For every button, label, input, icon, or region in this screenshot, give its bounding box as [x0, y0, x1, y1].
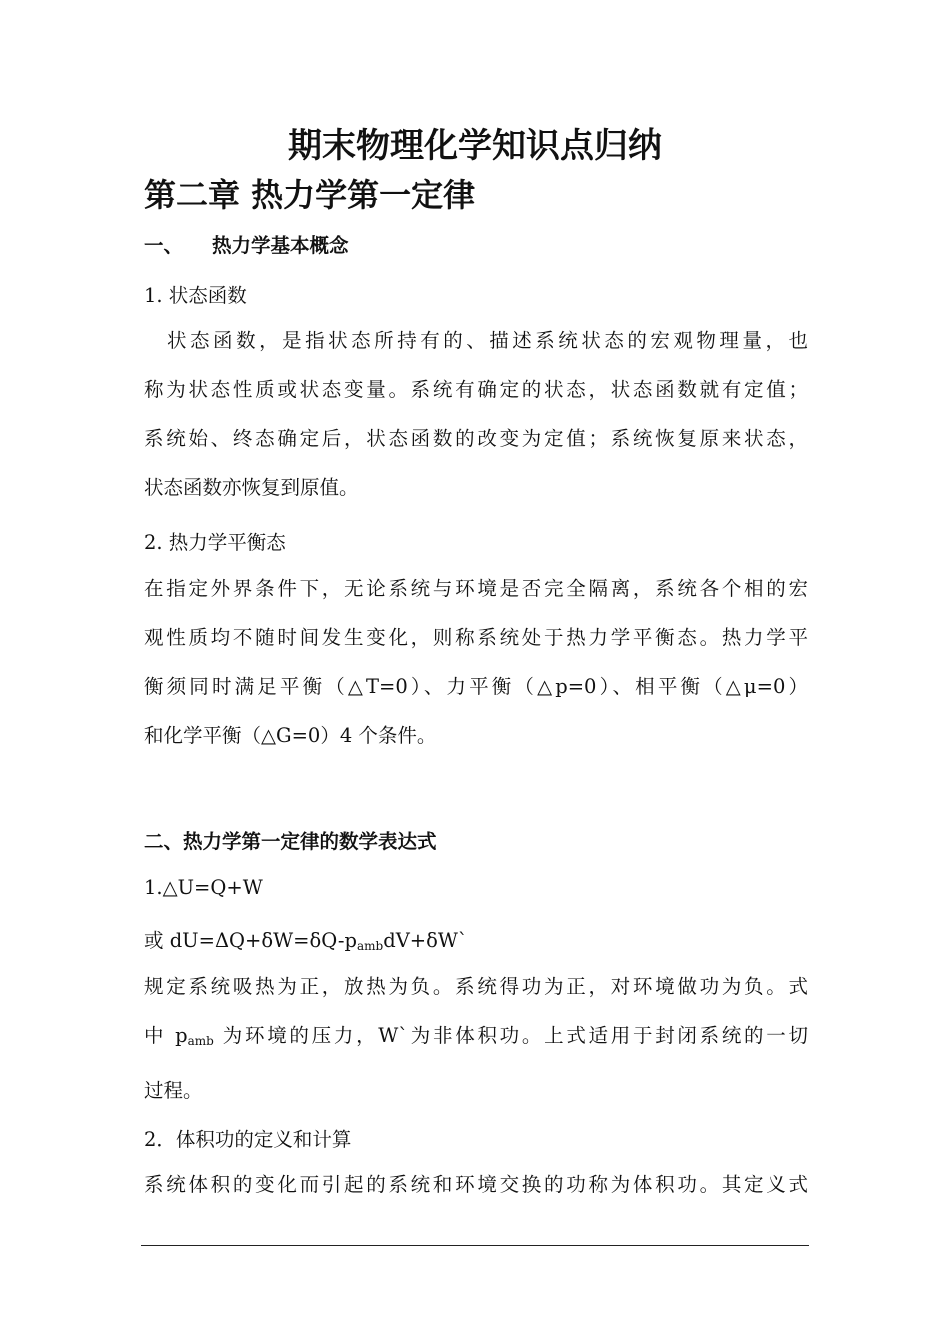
section-title: 热力学基本概念 [212, 234, 349, 257]
section-number: 一、 [144, 234, 184, 257]
paragraph-line: 衡须同时满足平衡（△T=0）、力平衡（△p=0）、相平衡（△μ=0） [144, 675, 808, 698]
document-title: 期末物理化学知识点归纳 [288, 126, 662, 166]
paragraph-line: 称为状态性质或状态变量。系统有确定的状态，状态函数就有定值； [144, 378, 808, 401]
paragraph-line: 在指定外界条件下，无论系统与环境是否完全隔离，系统各个相的宏 [144, 577, 808, 600]
equation-subscript: amb [357, 939, 384, 953]
section-heading-1 [144, 230, 349, 258]
paragraph-volume-work [144, 1160, 808, 1209]
paragraph-equilibrium [144, 564, 808, 760]
subsection-heading-state-function: 1. 状态函数 [144, 284, 247, 307]
paragraph-line: 状态函数，是指状态所持有的、描述系统状态的宏观物理量，也 [144, 329, 808, 352]
paragraph-line [144, 1011, 808, 1066]
chapter-title: 第二章 热力学第一定律 [144, 176, 476, 214]
paragraph-line: 规定系统吸热为正，放热为负。系统得功为正，对环境做功为负。式 [144, 975, 808, 998]
equation-part: 或 dU=ΔQ+δW=δQ-p [144, 929, 357, 952]
paragraph-line: 和化学平衡（△G=0）4 个条件。 [144, 724, 437, 747]
paragraph-line: 过程。 [144, 1079, 203, 1102]
equation-differential [144, 925, 468, 953]
equation-part: dV+δW` [383, 929, 468, 952]
section-heading-2: 二、热力学第一定律的数学表达式 [144, 830, 437, 853]
footer-divider [141, 1245, 809, 1246]
paragraph-line: 状态函数亦恢复到原值。 [144, 476, 359, 499]
text-subscript: amb [187, 1034, 214, 1048]
paragraph-line: 观性质均不随时间发生变化，则称系统处于热力学平衡态。热力学平 [144, 626, 808, 649]
subsection-heading-volume-work: 2．体积功的定义和计算 [144, 1128, 352, 1151]
equation-first-law: 1.△U=Q+W [144, 876, 263, 899]
paragraph-state-function [144, 316, 808, 512]
paragraph-line: 系统始、终态确定后，状态函数的改变为定值；系统恢复原来状态， [144, 427, 808, 450]
paragraph-line: 系统体积的变化而引起的系统和环境交换的功称为体积功。其定义式 [144, 1173, 808, 1196]
paragraph-sign-convention [144, 962, 808, 1115]
text-part: 中 p [144, 1024, 188, 1047]
text-part: 为环境的压力，W`为非体积功。上式适用于封闭系统的一切 [213, 1024, 808, 1047]
subsection-heading-equilibrium: 2. 热力学平衡态 [144, 531, 286, 554]
